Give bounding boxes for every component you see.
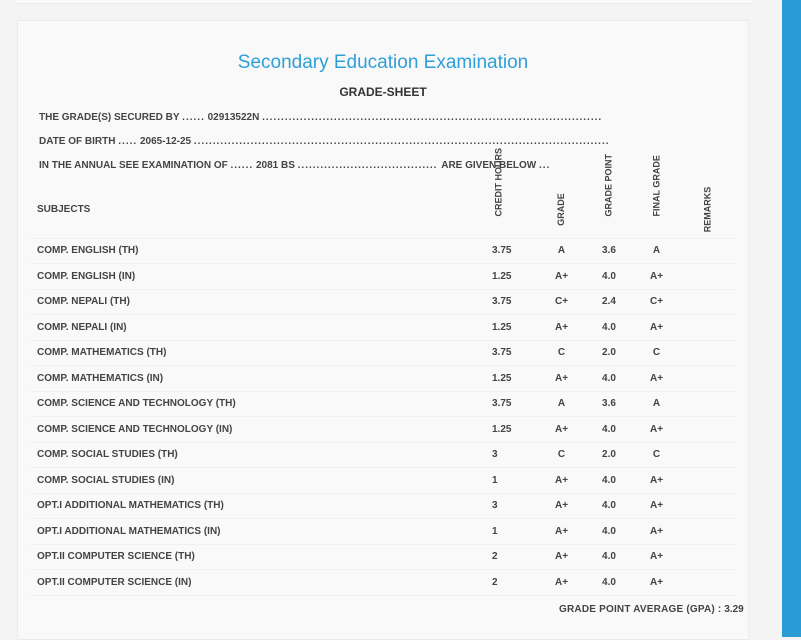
final-grade-cell: A+ xyxy=(633,493,680,519)
dob-line: DATE OF BIRTH ..... 2065-12-25 .............................................................................................................. xyxy=(39,136,610,147)
final-grade-cell: A xyxy=(633,391,680,417)
subject-cell: COMP. NEPALI (TH) xyxy=(30,289,492,315)
page-subtitle: GRADE-SHEET xyxy=(339,85,427,99)
header-subjects: SUBJECTS xyxy=(30,182,492,238)
subject-cell: COMP. MATHEMATICS (IN) xyxy=(30,366,492,392)
secured-label: THE GRADE(S) SECURED BY xyxy=(39,112,180,123)
remarks-cell xyxy=(680,442,736,468)
header-grade-point: GRADE POINT xyxy=(585,182,633,238)
grade-point-cell: 2.4 xyxy=(585,289,633,315)
table-row xyxy=(30,570,736,596)
final-grade-cell: A+ xyxy=(633,366,680,392)
subject-cell: COMP. ENGLISH (IN) xyxy=(30,264,492,290)
subject-cell: COMP. SOCIAL STUDIES (TH) xyxy=(30,442,492,468)
table-row xyxy=(30,442,736,468)
credit-hours-cell: 2 xyxy=(492,570,538,596)
header-grade: GRADE xyxy=(538,182,585,238)
final-grade-cell: A+ xyxy=(633,264,680,290)
grade-point-cell: 4.0 xyxy=(585,468,633,494)
grade-point-cell: 4.0 xyxy=(585,544,633,570)
grade-point-cell: 3.6 xyxy=(585,238,633,264)
grade-point-cell: 2.0 xyxy=(585,442,633,468)
final-grade-cell: A+ xyxy=(633,315,680,341)
grade-cell: A+ xyxy=(538,315,585,341)
credit-hours-cell: 2 xyxy=(492,544,538,570)
remarks-cell xyxy=(680,519,736,545)
subject-cell: COMP. SOCIAL STUDIES (IN) xyxy=(30,468,492,494)
table-row xyxy=(30,417,736,443)
grade-cell: C+ xyxy=(538,289,585,315)
remarks-cell xyxy=(680,264,736,290)
table-row xyxy=(30,544,736,570)
given-below-text: ARE GIVEN BELOW xyxy=(441,160,537,171)
subject-cell: OPT.II COMPUTER SCIENCE (TH) xyxy=(30,544,492,570)
credit-hours-cell: 3 xyxy=(492,442,538,468)
remarks-cell xyxy=(680,289,736,315)
remarks-cell xyxy=(680,468,736,494)
credit-hours-cell: 1 xyxy=(492,468,538,494)
grade-point-cell: 4.0 xyxy=(585,264,633,290)
header-remarks: REMARKS xyxy=(680,182,736,238)
grade-cell: A xyxy=(538,238,585,264)
table-row xyxy=(30,238,736,264)
subject-cell: COMP. MATHEMATICS (TH) xyxy=(30,340,492,366)
credit-hours-cell: 3.75 xyxy=(492,289,538,315)
grade-cell: C xyxy=(538,340,585,366)
table-row xyxy=(30,366,736,392)
grade-cell: A+ xyxy=(538,366,585,392)
subject-cell: OPT.II COMPUTER SCIENCE (IN) xyxy=(30,570,492,596)
secured-by-line: THE GRADE(S) SECURED BY ...... 02913522N .......................................................................................... xyxy=(39,112,603,123)
exam-value: 2081 BS xyxy=(255,160,295,171)
gpa-value: 3.29 xyxy=(724,604,744,615)
grade-point-cell: 4.0 xyxy=(585,519,633,545)
credit-hours-cell: 1 xyxy=(492,519,538,545)
subject-cell: OPT.I ADDITIONAL MATHEMATICS (IN) xyxy=(30,519,492,545)
right-scroll-bar[interactable] xyxy=(782,0,801,637)
table-row xyxy=(30,315,736,341)
final-grade-cell: A+ xyxy=(633,417,680,443)
grade-point-cell: 4.0 xyxy=(585,493,633,519)
credit-hours-cell: 3.75 xyxy=(492,340,538,366)
grade-cell: A+ xyxy=(538,264,585,290)
table-row xyxy=(30,519,736,545)
credit-hours-cell: 1.25 xyxy=(492,417,538,443)
header-final-grade: FINAL GRADE xyxy=(633,182,680,238)
gpa-label: GRADE POINT AVERAGE (GPA) : xyxy=(559,604,722,615)
remarks-cell xyxy=(680,570,736,596)
credit-hours-cell: 1.25 xyxy=(492,366,538,392)
remarks-cell xyxy=(680,391,736,417)
grade-point-cell: 2.0 xyxy=(585,340,633,366)
dob-label: DATE OF BIRTH xyxy=(39,136,116,147)
grade-point-cell: 3.6 xyxy=(585,391,633,417)
credit-hours-cell: 3.75 xyxy=(492,391,538,417)
credit-hours-cell: 1.25 xyxy=(492,264,538,290)
grade-point-cell: 4.0 xyxy=(585,417,633,443)
credit-hours-cell: 1.25 xyxy=(492,315,538,341)
remarks-cell xyxy=(680,315,736,341)
grade-point-cell: 4.0 xyxy=(585,366,633,392)
grade-point-cell: 4.0 xyxy=(585,570,633,596)
exam-label: IN THE ANNUAL SEE EXAMINATION OF xyxy=(39,160,228,171)
credit-hours-cell: 3.75 xyxy=(492,238,538,264)
remarks-cell xyxy=(680,238,736,264)
final-grade-cell: A xyxy=(633,238,680,264)
remarks-cell xyxy=(680,493,736,519)
final-grade-cell: C+ xyxy=(633,289,680,315)
remarks-cell xyxy=(680,544,736,570)
table-row xyxy=(30,468,736,494)
grade-cell: A+ xyxy=(538,544,585,570)
final-grade-cell: A+ xyxy=(633,468,680,494)
subject-cell: COMP. SCIENCE AND TECHNOLOGY (IN) xyxy=(30,417,492,443)
final-grade-cell: A+ xyxy=(633,519,680,545)
symbol-number: 02913522N xyxy=(207,112,260,123)
final-grade-cell: A+ xyxy=(633,570,680,596)
table-row xyxy=(30,493,736,519)
grade-cell: A xyxy=(538,391,585,417)
grade-cell: A+ xyxy=(538,519,585,545)
final-grade-cell: A+ xyxy=(633,544,680,570)
final-grade-cell: C xyxy=(633,442,680,468)
credit-hours-cell: 3 xyxy=(492,493,538,519)
gpa-line xyxy=(559,604,744,615)
top-strip xyxy=(15,0,752,4)
grade-cell: C xyxy=(538,442,585,468)
subject-cell: COMP. SCIENCE AND TECHNOLOGY (TH) xyxy=(30,391,492,417)
header-credit-hours: CREDIT HOURS xyxy=(492,182,538,238)
table-row xyxy=(30,340,736,366)
remarks-cell xyxy=(680,340,736,366)
remarks-cell xyxy=(680,417,736,443)
grade-cell: A+ xyxy=(538,417,585,443)
subject-cell: COMP. ENGLISH (TH) xyxy=(30,238,492,264)
grade-sheet-card xyxy=(17,20,749,640)
grade-cell: A+ xyxy=(538,570,585,596)
table-row xyxy=(30,289,736,315)
page-title: Secondary Education Examination xyxy=(237,52,529,73)
grade-cell: A+ xyxy=(538,468,585,494)
final-grade-cell: C xyxy=(633,340,680,366)
dob-value: 2065-12-25 xyxy=(139,136,192,147)
remarks-cell xyxy=(680,366,736,392)
grade-point-cell: 4.0 xyxy=(585,315,633,341)
subject-cell: OPT.I ADDITIONAL MATHEMATICS (TH) xyxy=(30,493,492,519)
exam-line: IN THE ANNUAL SEE EXAMINATION OF ...... 2081 BS ..................................... ARE GIVEN BELOW ... xyxy=(39,160,551,171)
table-row xyxy=(30,391,736,417)
grade-cell: A+ xyxy=(538,493,585,519)
subject-cell: COMP. NEPALI (IN) xyxy=(30,315,492,341)
table-row xyxy=(30,264,736,290)
table-header-row xyxy=(30,182,736,238)
